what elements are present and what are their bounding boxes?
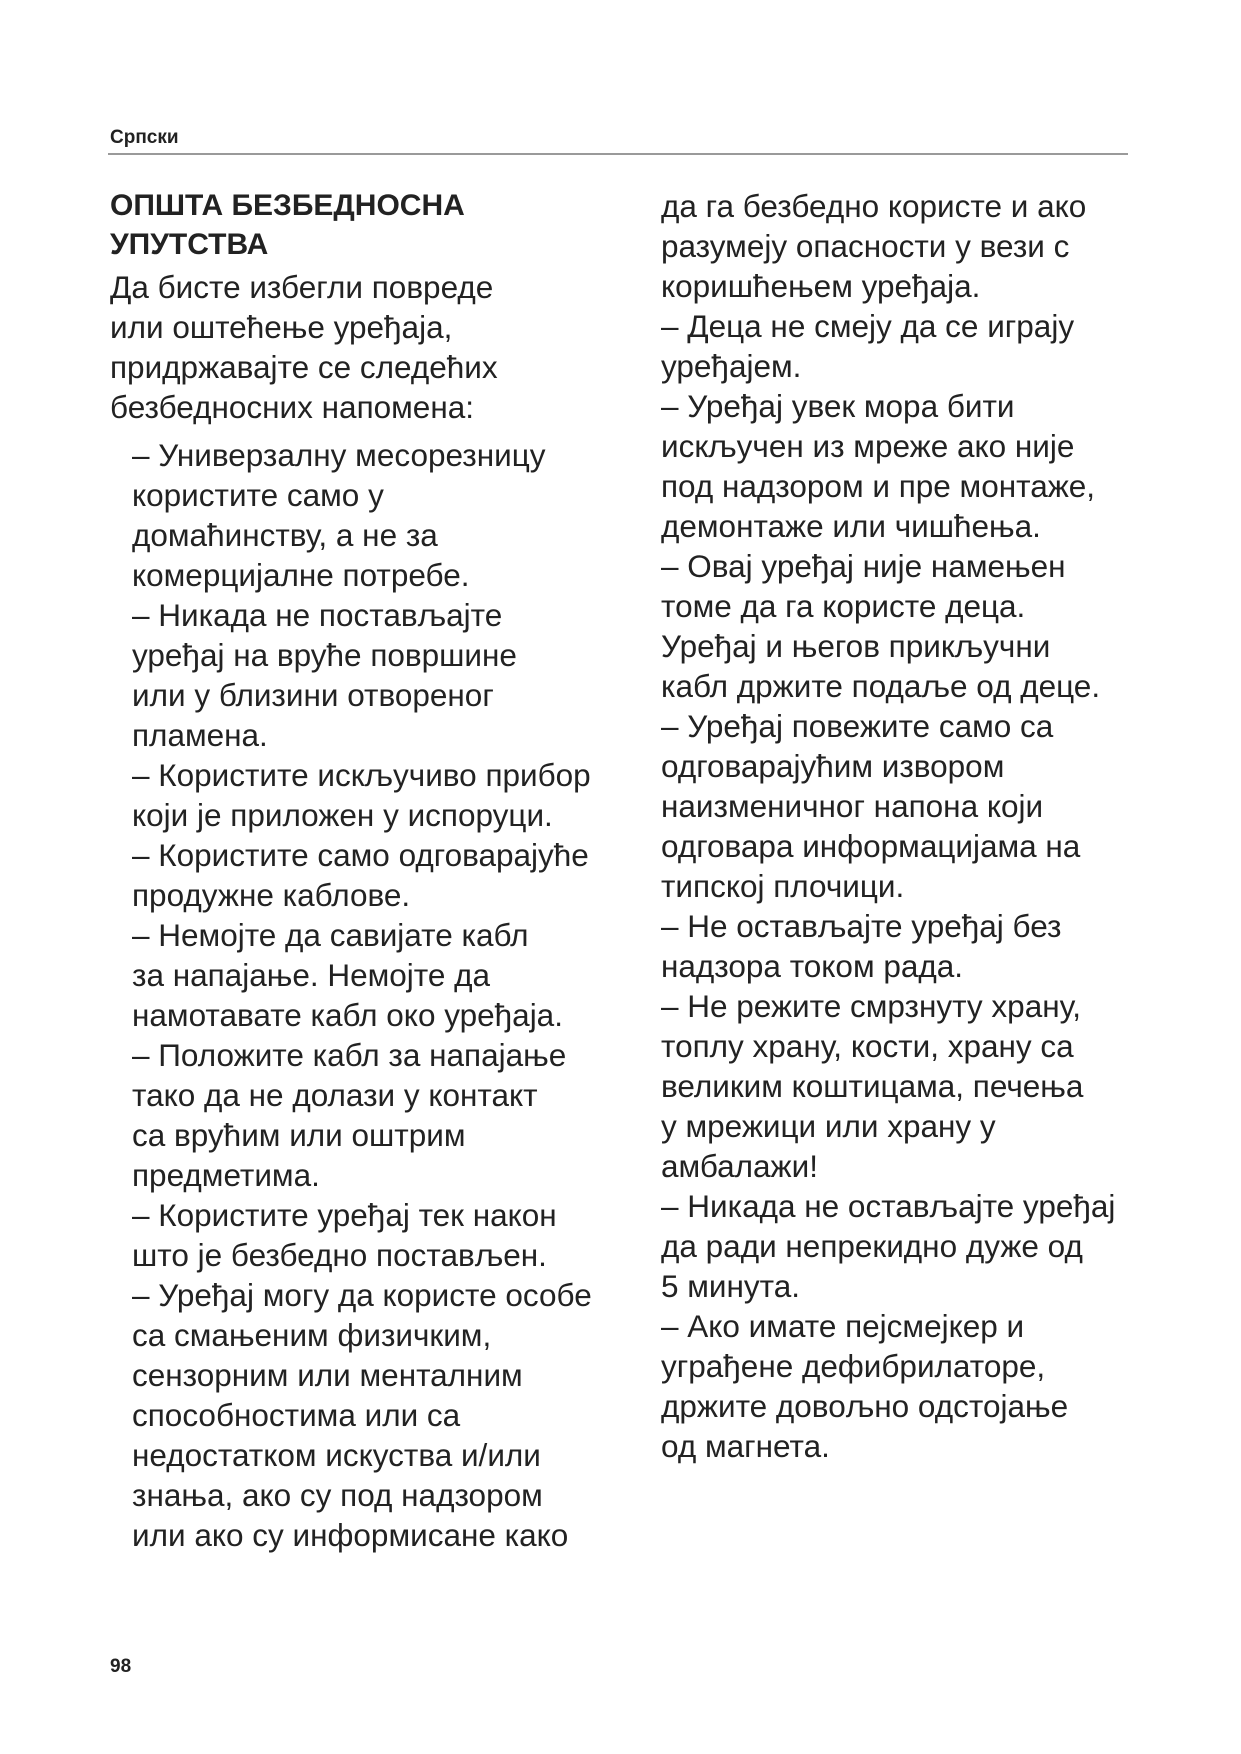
bullet-line: наизменичног напона који bbox=[661, 788, 1044, 824]
bullet-line: – Положите кабл за напајање bbox=[132, 1037, 567, 1073]
bullet-line: домаћинству, а не за bbox=[132, 517, 438, 553]
section-title bbox=[110, 186, 640, 264]
bullet-line: – Немојте да савијате кабл bbox=[132, 917, 529, 953]
bullet-line: – Никада не постављајте bbox=[132, 597, 503, 633]
bullet-line: за напајање. Немојте да bbox=[132, 957, 491, 993]
bullet-line: или у близини отвореног bbox=[132, 677, 494, 713]
bullet-line: – Деца не смеју да се играју bbox=[661, 308, 1075, 344]
intro-line: безбедносних напомена: bbox=[110, 389, 474, 425]
bullet-line: пламена. bbox=[132, 717, 268, 753]
bullet-line: држите довољно одстојање bbox=[661, 1388, 1069, 1424]
intro-line: Да бисте избегли повреде bbox=[110, 269, 494, 305]
bullet-line: одговара информацијама на bbox=[661, 828, 1081, 864]
bullet-line: кабл држите подаље од деце. bbox=[661, 668, 1101, 704]
bullet-line: или ако су информисане како bbox=[132, 1517, 569, 1553]
bullet-line: надзора током рада. bbox=[661, 948, 964, 984]
intro-line: придржавајте се следећих bbox=[110, 349, 498, 385]
bullet-line: амбалажи! bbox=[661, 1148, 818, 1184]
bullet-line: топлу храну, кости, храну са bbox=[661, 1028, 1074, 1064]
bullet-line: користите само у bbox=[132, 477, 384, 513]
left-column bbox=[110, 186, 640, 1555]
bullet-line: продужне каблове. bbox=[132, 877, 411, 913]
bullet-line: комерцијалне потребе. bbox=[132, 557, 470, 593]
title-line: ОПШТА БЕЗБЕДНОСНА bbox=[110, 189, 465, 222]
bullet-line: искључен из мреже ако није bbox=[661, 428, 1075, 464]
bullet-line: недостатком искуства и/или bbox=[132, 1437, 541, 1473]
bullet-line: – Користите само одговарајуће bbox=[132, 837, 589, 873]
bullet-line: да га безбедно користе и ако bbox=[661, 188, 1087, 224]
bullet-line: одговарајућим извором bbox=[661, 748, 1005, 784]
left-bullet-list bbox=[132, 435, 640, 1555]
bullet-line: Уређај и његов прикључни bbox=[661, 628, 1051, 664]
bullet-line: што је безбедно постављен. bbox=[132, 1237, 547, 1273]
header-rule bbox=[108, 153, 1128, 155]
bullet-line: 5 минута. bbox=[661, 1268, 801, 1304]
bullet-line: са смањеним физичким, bbox=[132, 1317, 492, 1353]
title-line: УПУТСТВА bbox=[110, 228, 269, 261]
bullet-line: уређајем. bbox=[661, 348, 802, 384]
bullet-line: од магнета. bbox=[661, 1428, 830, 1464]
bullet-line: тако да не долази у контакт bbox=[132, 1077, 538, 1113]
bullet-line: – Никада не остављајте уређај bbox=[661, 1188, 1116, 1224]
intro-paragraph bbox=[110, 267, 640, 427]
bullet-line: уграђене дефибрилаторе, bbox=[661, 1348, 1046, 1384]
bullet-line: – Уређај могу да користе особе bbox=[132, 1277, 592, 1313]
bullet-line: типској плочици. bbox=[661, 868, 905, 904]
intro-line: или оштећење уређаја, bbox=[110, 309, 453, 345]
bullet-line: – Користите уређај тек након bbox=[132, 1197, 557, 1233]
page-number: 98 bbox=[110, 1656, 132, 1677]
bullet-line: – Овај уређај није намењен bbox=[661, 548, 1066, 584]
bullet-line: под надзором и пре монтаже, bbox=[661, 468, 1096, 504]
bullet-line: – Универзалну месорезницу bbox=[132, 437, 546, 473]
bullet-line: томе да га користе деца. bbox=[661, 588, 1026, 624]
language-label: Српски bbox=[110, 127, 179, 148]
bullet-line: демонтаже или чишћења. bbox=[661, 508, 1041, 544]
bullet-line: који је приложен у испоруци. bbox=[132, 797, 553, 833]
right-column bbox=[661, 186, 1161, 1466]
bullet-line: – Не режите смрзнуту храну, bbox=[661, 988, 1081, 1024]
bullet-line: способностима или са bbox=[132, 1397, 461, 1433]
bullet-line: разумеју опасности у вези с bbox=[661, 228, 1070, 264]
bullet-line: уређај на вруће површине bbox=[132, 637, 517, 673]
bullet-line: са врућим или оштрим bbox=[132, 1117, 466, 1153]
bullet-line: коришћењем уређаја. bbox=[661, 268, 981, 304]
bullet-line: предметима. bbox=[132, 1157, 320, 1193]
bullet-line: – Користите искључиво прибор bbox=[132, 757, 591, 793]
bullet-line: у мрежици или храну у bbox=[661, 1108, 996, 1144]
bullet-line: знања, ако су под надзором bbox=[132, 1477, 543, 1513]
bullet-line: – Уређај увек мора бити bbox=[661, 388, 1015, 424]
bullet-line: – Не остављајте уређај без bbox=[661, 908, 1062, 944]
bullet-line: великим коштицама, печења bbox=[661, 1068, 1084, 1104]
bullet-line: – Ако имате пејсмејкер и bbox=[661, 1308, 1025, 1344]
bullet-line: сензорним или менталним bbox=[132, 1357, 523, 1393]
bullet-line: – Уређај повежите само са bbox=[661, 708, 1054, 744]
bullet-line: намотавате кабл око уређаја. bbox=[132, 997, 563, 1033]
bullet-line: да ради непрекидно дуже од bbox=[661, 1228, 1083, 1264]
